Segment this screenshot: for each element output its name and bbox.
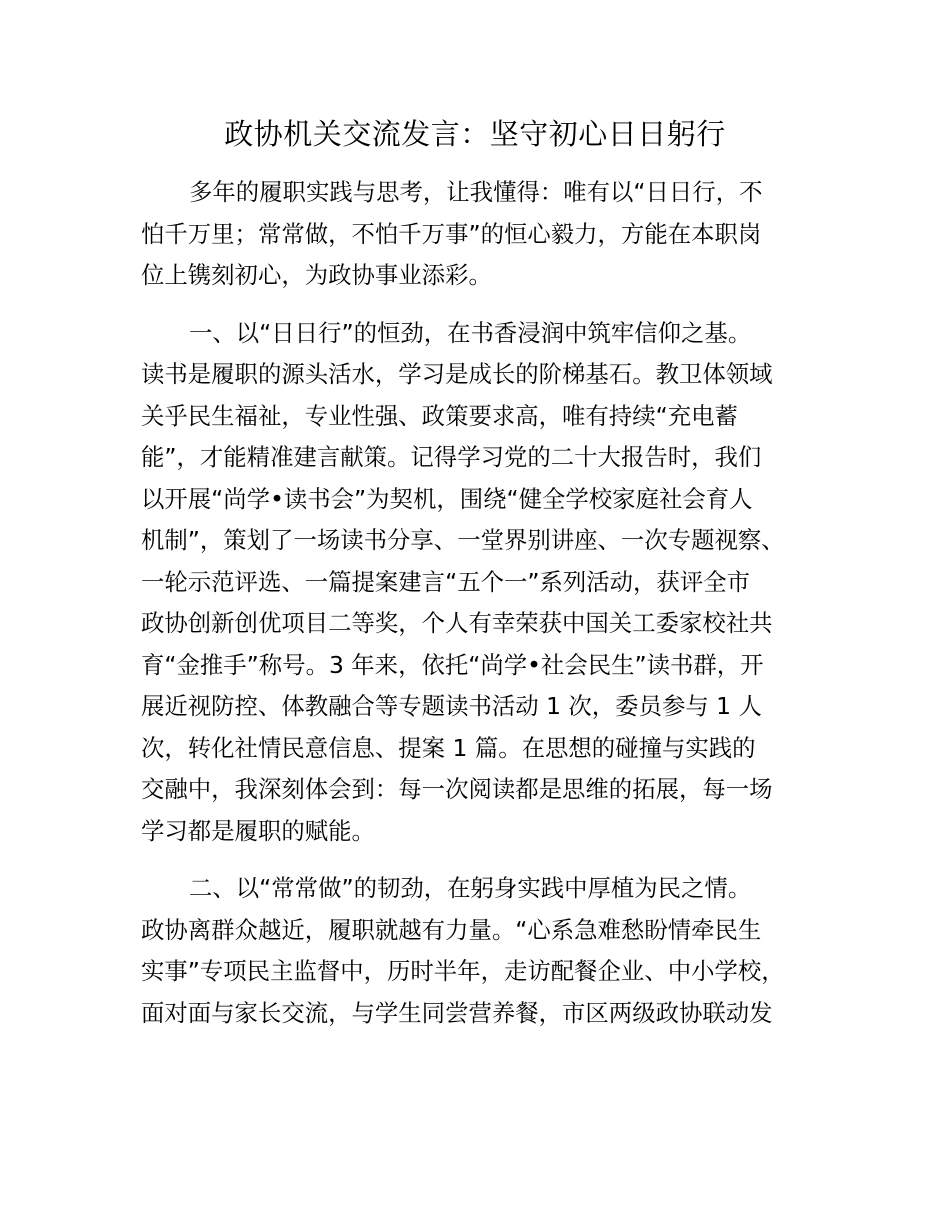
text-line: 展近视防控、体教融合等专题读书活动 1 次，委员参与 1 人 xyxy=(141,692,762,720)
text-line: 机制”，策划了一场读书分享、一堂界别讲座、一次专题视察、 xyxy=(141,526,785,554)
paragraph-intro xyxy=(141,172,813,297)
paragraph-gap xyxy=(141,297,813,313)
text-line: 读书是履职的源头活水，学习是成长的阶梯基石。教卫体领域 xyxy=(141,360,773,388)
text-line: 以开展“尚学•读书会”为契机，围绕“健全学校家庭社会育人 xyxy=(141,484,753,513)
text-line: 育“金推手”称号。3 年来，依托“尚学•社会民生”读书群，开 xyxy=(141,650,764,679)
text-line: 面对面与家长交流，与学生同尝营养餐，市区两级政协联动发 xyxy=(141,998,773,1027)
text-line: 实事”专项民主监督中，历时半年，走访配餐企业、中小学校， xyxy=(141,957,785,985)
paragraph-section-one xyxy=(141,313,813,853)
text-line: 怕千万里；常常做，不怕千万事”的恒心毅力，方能在本职岗 xyxy=(141,219,762,248)
document-title: 政协机关交流发言：坚守初心日日躬行 xyxy=(224,117,726,151)
text-line: 能”，才能精准建言献策。记得学习党的二十大报告时，我们 xyxy=(141,443,762,471)
text-line: 交融中，我深刻体会到：每一次阅读都是思维的拓展，每一场 xyxy=(141,775,773,803)
text-line: 位上镌刻初心，为政协事业添彩。 xyxy=(141,261,492,289)
text-line: 二、以“常常做”的韧劲，在躬身实践中厚植为民之情。 xyxy=(189,874,752,902)
text-line: 学习都是履职的赋能。 xyxy=(141,816,375,845)
text-line: 多年的履职实践与思考，让我懂得：唯有以“日日行，不 xyxy=(189,178,763,206)
document-body xyxy=(141,172,813,1034)
text-line: 政协创新创优项目二等奖，个人有幸荣获中国关工委家校社共 xyxy=(141,609,773,637)
text-line: 政协离群众越近，履职就越有力量。“心系急难愁盼情牵民生 xyxy=(141,915,762,944)
text-line: 关乎民生福祉，专业性强、政策要求高，唯有持续“充电蓄 xyxy=(141,401,738,430)
text-line: 一、以“日日行”的恒劲，在书香浸润中筑牢信仰之基。 xyxy=(189,318,752,347)
paragraph-section-two xyxy=(141,868,813,1034)
paragraph-gap xyxy=(141,852,813,868)
text-line: 一轮示范评选、一篇提案建言“五个一”系列活动，获评全市 xyxy=(141,567,750,596)
text-line: 次，转化社情民意信息、提案 1 篇。在思想的碰撞与实践的 xyxy=(141,733,756,762)
